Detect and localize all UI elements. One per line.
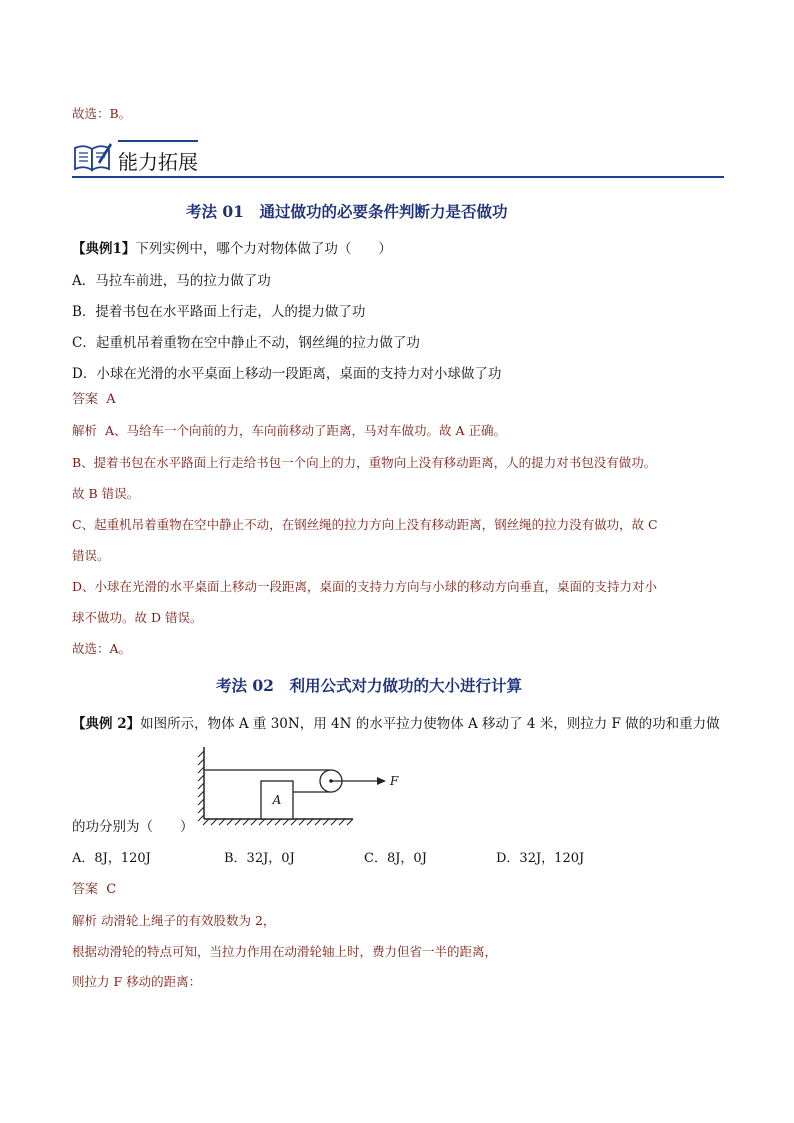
method1-option-c: C．起重机吊着重物在空中静止不动，钢丝绳的拉力做了功: [72, 335, 420, 351]
method1-analysis-line-3: 故 B 错误。: [72, 486, 140, 501]
method1-analysis-label: 解析: [72, 423, 98, 438]
method1-answer-row: [72, 388, 116, 407]
open-book-icon: [72, 140, 114, 174]
method2-option-c: C．8J，0J: [364, 851, 427, 866]
method2-analysis-line-3: 则拉力 F 移动的距离：: [72, 974, 202, 989]
pulley-figure: [195, 745, 410, 830]
method2-question-line1: 【典例 2】如图所示，物体 A 重 30N，用 4N 的水平拉力使物体 A 移动了 4 米，则拉力 F 做的功和重力做: [72, 716, 720, 732]
method1-analysis-line-2: B、提着书包在水平路面上行走给书包一个向上的力，重物向上没有移动距离，人的提力对书包没有做功。: [72, 455, 657, 470]
header-bottom-rule: [72, 176, 724, 178]
method2-option-d: D．32J，120J: [496, 851, 585, 866]
section-title: 能力拓展: [118, 150, 198, 174]
method1-analysis-line-4: C、起重机吊着重物在空中静止不动，在钢丝绳的拉力方向上没有移动距离，钢丝绳的拉力没有做功，故 C: [72, 517, 658, 532]
method1-question: 下列实例中，哪个力对物体做了功（ ）: [135, 241, 392, 257]
method1-analysis-line-7: 球不做功。故 D 错误。: [72, 610, 203, 625]
method2-question-line2: 的功分别为（ ）: [72, 819, 194, 835]
method1-conclusion: 故选：A。: [72, 641, 132, 656]
header-top-rule: [118, 140, 198, 142]
method2-option-a: A．8J，120J: [72, 851, 151, 866]
method1-option-d: D．小球在光滑的水平桌面上移动一段距离，桌面的支持力对小球做了功: [72, 366, 502, 382]
force-label: F: [390, 774, 399, 788]
method1-question-line: [72, 237, 392, 257]
method1-example-tag: 【典例1】: [72, 241, 136, 257]
method1-analysis-line-1: 解析 A、马给车一个向前的力，车向前移动了距离，马对车做功。故 A 正确。: [72, 423, 506, 438]
method1-analysis-line-5: 错误。: [72, 548, 110, 563]
method1-answer-value: A: [106, 392, 116, 407]
method2-answer-value: C: [106, 882, 117, 897]
method2-analysis-label: 解析: [72, 913, 98, 928]
method1-answer-label: 答案: [72, 392, 99, 407]
block-a-label: A: [272, 793, 282, 807]
method2-answer-row: [72, 878, 116, 897]
method2-analysis-line-2: 根据动滑轮的特点可知，当拉力作用在动滑轮轴上时，费力但省一半的距离，: [72, 944, 498, 959]
ground-hatching: [203, 819, 353, 825]
method2-option-b: B．32J，0J: [224, 851, 295, 866]
method1-option-a: A．马拉车前进，马的拉力做了功: [72, 273, 271, 289]
method2-answer-label: 答案: [72, 882, 99, 897]
method1-title: 考法 01 通过做功的必要条件判断力是否做功: [186, 202, 508, 221]
method2-example-tag: 【典例 2】: [72, 716, 141, 732]
method2-title: 考法 02 利用公式对力做功的大小进行计算: [216, 676, 522, 695]
force-arrow-head: [377, 777, 386, 785]
top-conclusion: 故选：B。: [72, 106, 132, 121]
method2-analysis-line-1: 解析 动滑轮上绳子的有效股数为 2，: [72, 913, 276, 928]
wall-hatching: [198, 747, 204, 821]
section-header: [72, 136, 724, 180]
method1-analysis-line-6: D、小球在光滑的水平桌面上移动一段距离，桌面的支持力方向与小球的移动方向垂直，桌面的支持力对小: [72, 579, 658, 594]
method1-option-b: B．提着书包在水平路面上行走，人的提力做了功: [72, 304, 366, 320]
